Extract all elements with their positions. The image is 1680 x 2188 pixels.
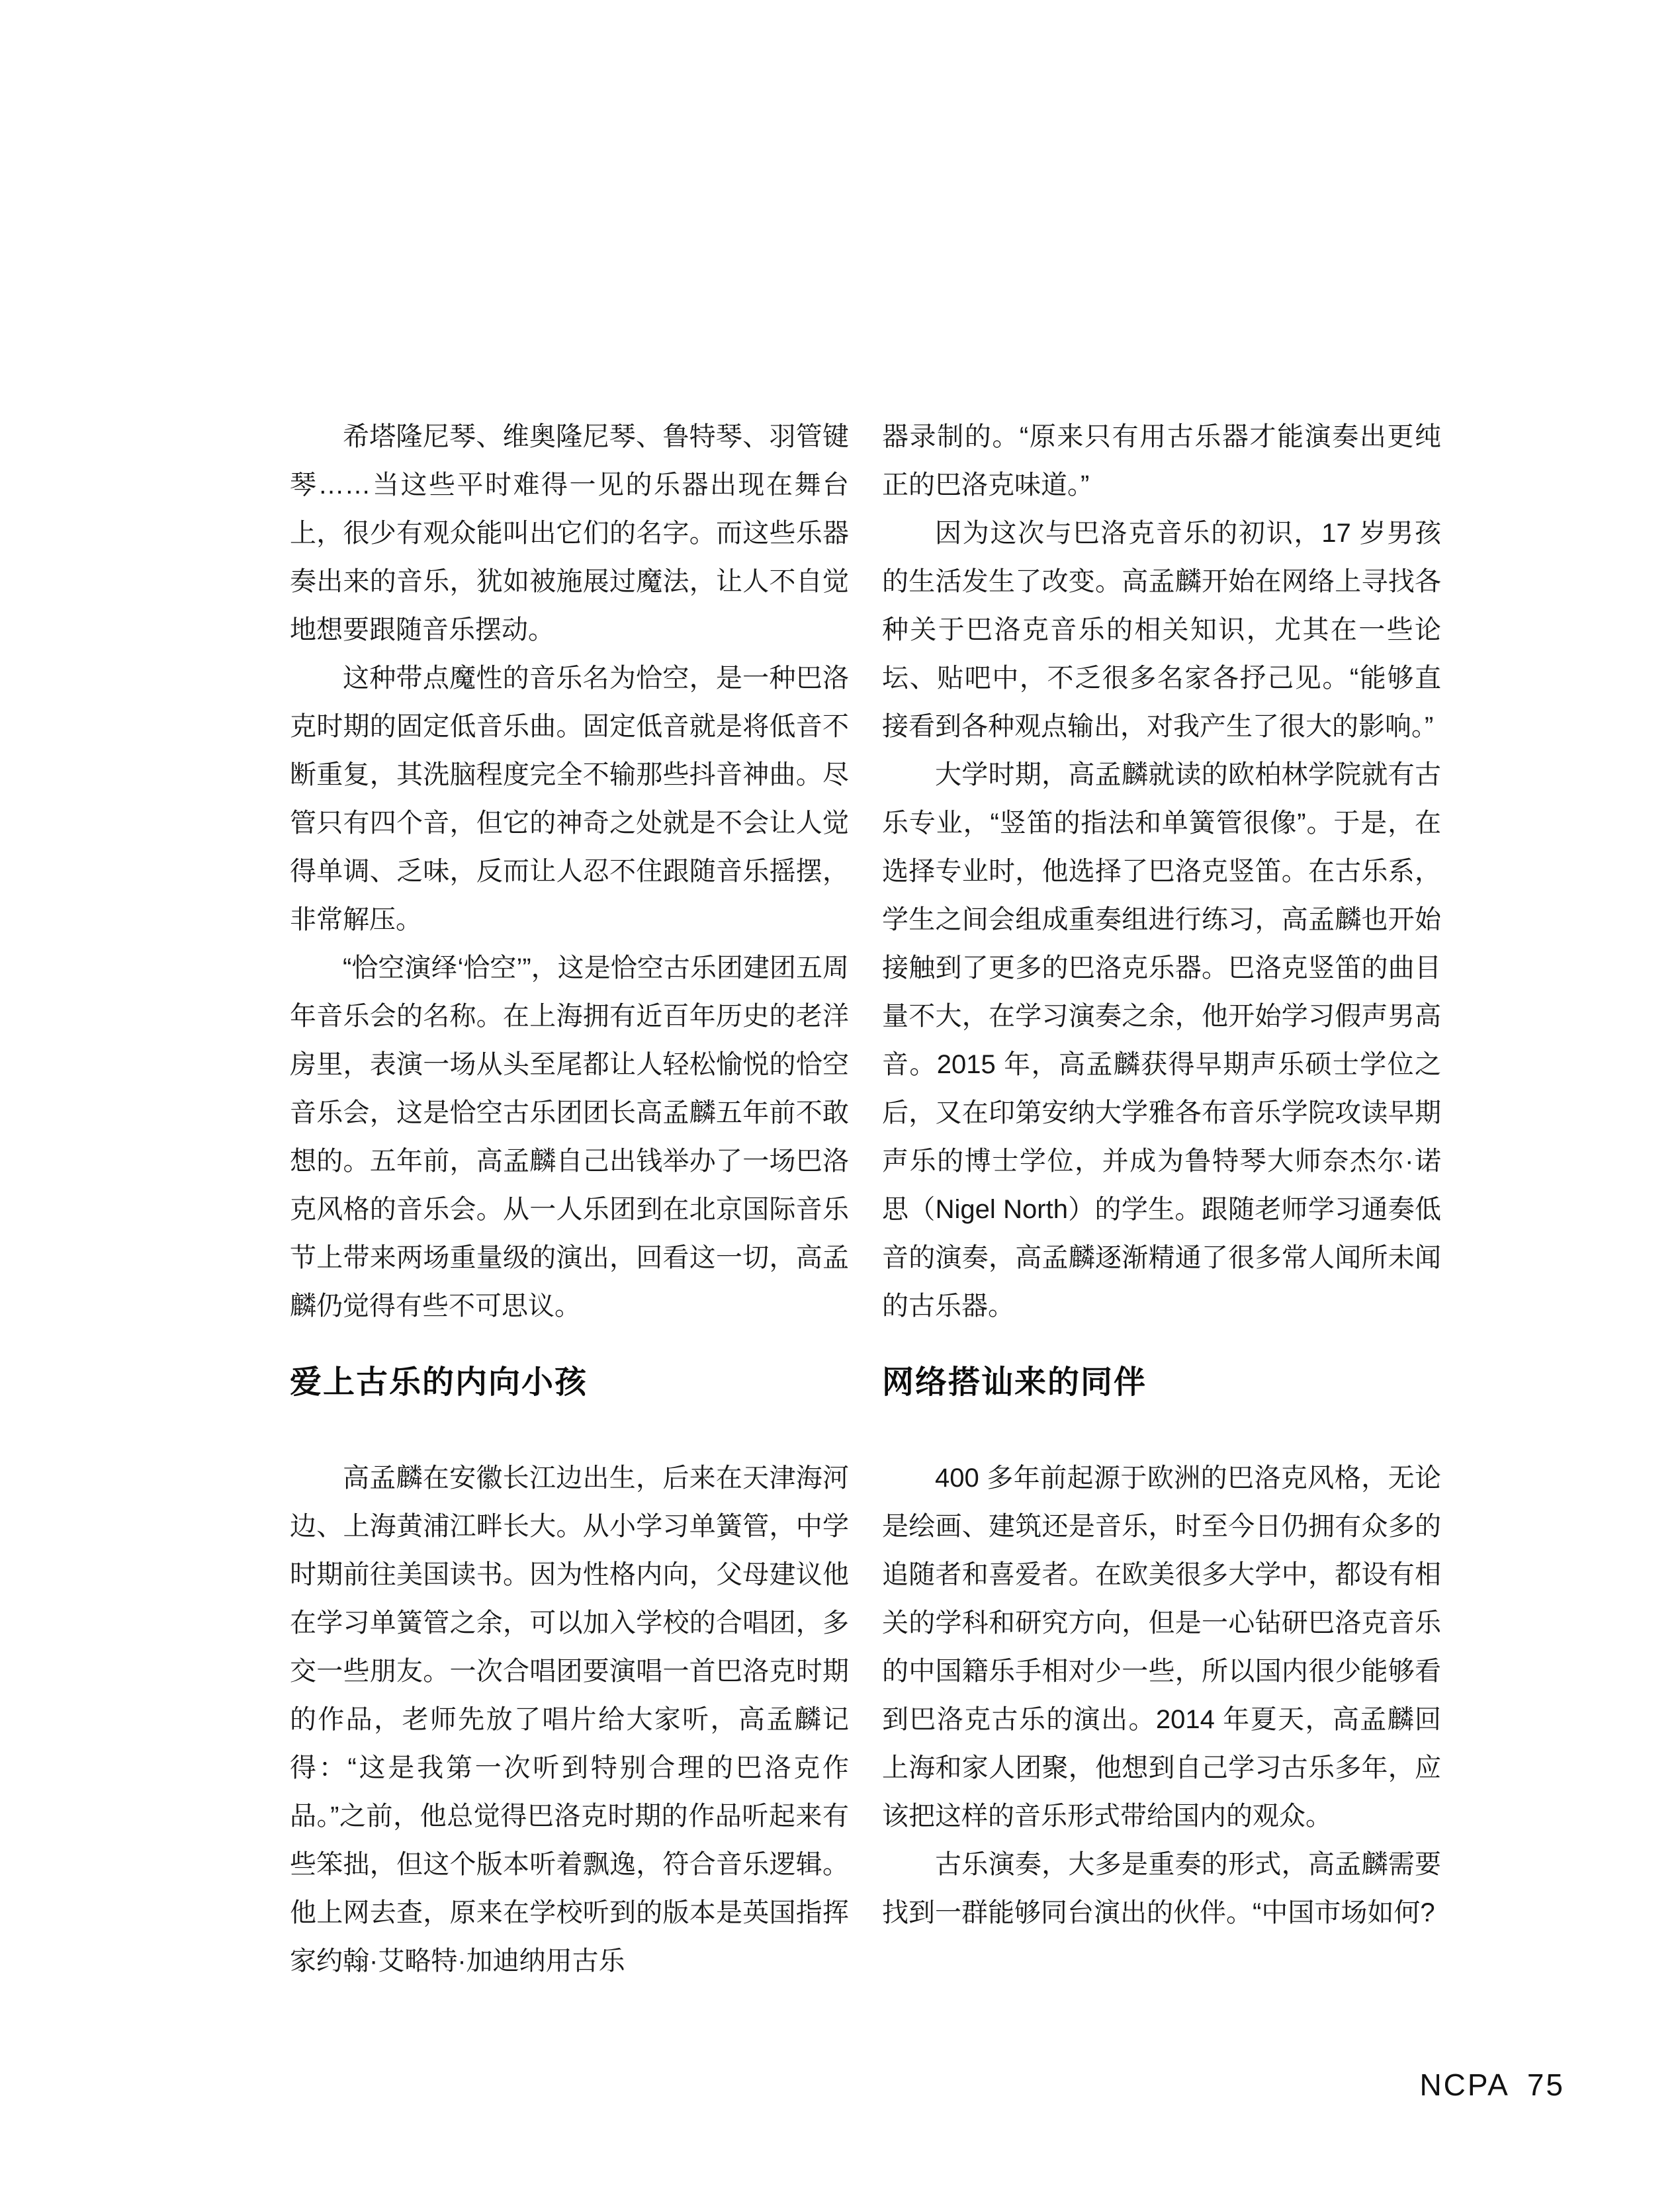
paragraph: 高孟麟在安徽长江边出生，后来在天津海河边、上海黄浦江畔长大。从小学习单簧管，中学时期前往美国读书。因为性格内向，父母建议他在学习单簧管之余，可以加入学校的合唱团，多交一些朋友。一次合唱团要演唱一首巴洛克时期的作品，老师先放了唱片给大家听，高孟麟记得：“这是我第一次听到特别合理的巴洛克作品。”之前，他总觉得巴洛克时期的作品听起来有些笨拙，但这个版本听着飘逸，符合音乐逻辑。他上网去查，原来在学校听到的版本是英国指挥家约翰·艾略特·加迪纳用古乐 <box>290 1464 849 1976</box>
article-columns <box>290 413 1441 1986</box>
left-column <box>290 413 849 1986</box>
paragraph: 古乐演奏，大多是重奏的形式，高孟麟需要找到一群能够同台演出的伙伴。“中国市场如何? <box>882 1850 1441 1927</box>
page-footer <box>1419 2070 1565 2100</box>
page-number: 75 <box>1526 2068 1565 2102</box>
right-column <box>882 413 1441 1986</box>
section-heading: 爱上古乐的内向小孩 <box>290 1365 588 1400</box>
section-heading: 网络搭讪来的同伴 <box>882 1365 1147 1400</box>
paragraph: “恰空演绎‘恰空’”，这是恰空古乐团建团五周年音乐会的名称。在上海拥有近百年历史的老洋房里，表演一场从头至尾都让人轻松愉悦的恰空音乐会，这是恰空古乐团团长高孟麟五年前不敢想的。五年前，高孟麟自己出钱举办了一场巴洛克风格的音乐会。从一人乐团到在北京国际音乐节上带来两场重量级的演出，回看这一切，高孟麟仍觉得有些不可思议。 <box>290 953 849 1321</box>
paragraph: 这种带点魔性的音乐名为恰空，是一种巴洛克时期的固定低音乐曲。固定低音就是将低音不断重复，其洗脑程度完全不输那些抖音神曲。尽管只有四个音，但它的神奇之处就是不会让人觉得单调、乏味，反而让人忍不住跟随音乐摇摆，非常解压。 <box>290 664 849 934</box>
paragraph: 希塔隆尼琴、维奥隆尼琴、鲁特琴、羽管键琴……当这些平时难得一见的乐器出现在舞台上，很少有观众能叫出它们的名字。而这些乐器奏出来的音乐，犹如被施展过魔法，让人不自觉地想要跟随音乐摆动。 <box>290 422 849 644</box>
paragraph: 大学时期，高孟麟就读的欧柏林学院就有古乐专业，“竖笛的指法和单簧管很像”。于是，在选择专业时，他选择了巴洛克竖笛。在古乐系，学生之间会组成重奏组进行练习，高孟麟也开始接触到了更多的巴洛克乐器。巴洛克竖笛的曲目量不大，在学习演奏之余，他开始学习假声男高音。2015 年，高孟麟获得早期声乐硕士学位之后，又在印第安纳大学雅各布音乐学院攻读早期声乐的博士学位，并成为鲁特琴大师奈杰尔·诺思（Nigel North）的学生。跟随老师学习通奏低音的演奏，高孟麟逐渐精通了很多常人闻所未闻的古乐器。 <box>882 760 1441 1321</box>
continuation-paragraph: 器录制的。“原来只有用古乐器才能演奏出更纯正的巴洛克味道。” <box>882 422 1441 500</box>
paragraph: 400 多年前起源于欧洲的巴洛克风格，无论是绘画、建筑还是音乐，时至今日仍拥有众多的追随者和喜爱者。在欧美很多大学中，都设有相关的学科和研究方向，但是一心钻研巴洛克音乐的中国籍乐手相对少一些，所以国内很少能够看到巴洛克古乐的演出。2014 年夏天，高孟麟回上海和家人团聚，他想到自己学习古乐多年，应该把这样的音乐形式带给国内的观众。 <box>882 1464 1441 1831</box>
paragraph: 因为这次与巴洛克音乐的初识，17 岁男孩的生活发生了改变。高孟麟开始在网络上寻找各种关于巴洛克音乐的相关知识，尤其在一些论坛、贴吧中，不乏很多名家各抒己见。“能够直接看到各种观点输出，对我产生了很大的影响。” <box>882 519 1441 741</box>
magazine-label: NCPA <box>1419 2068 1510 2102</box>
